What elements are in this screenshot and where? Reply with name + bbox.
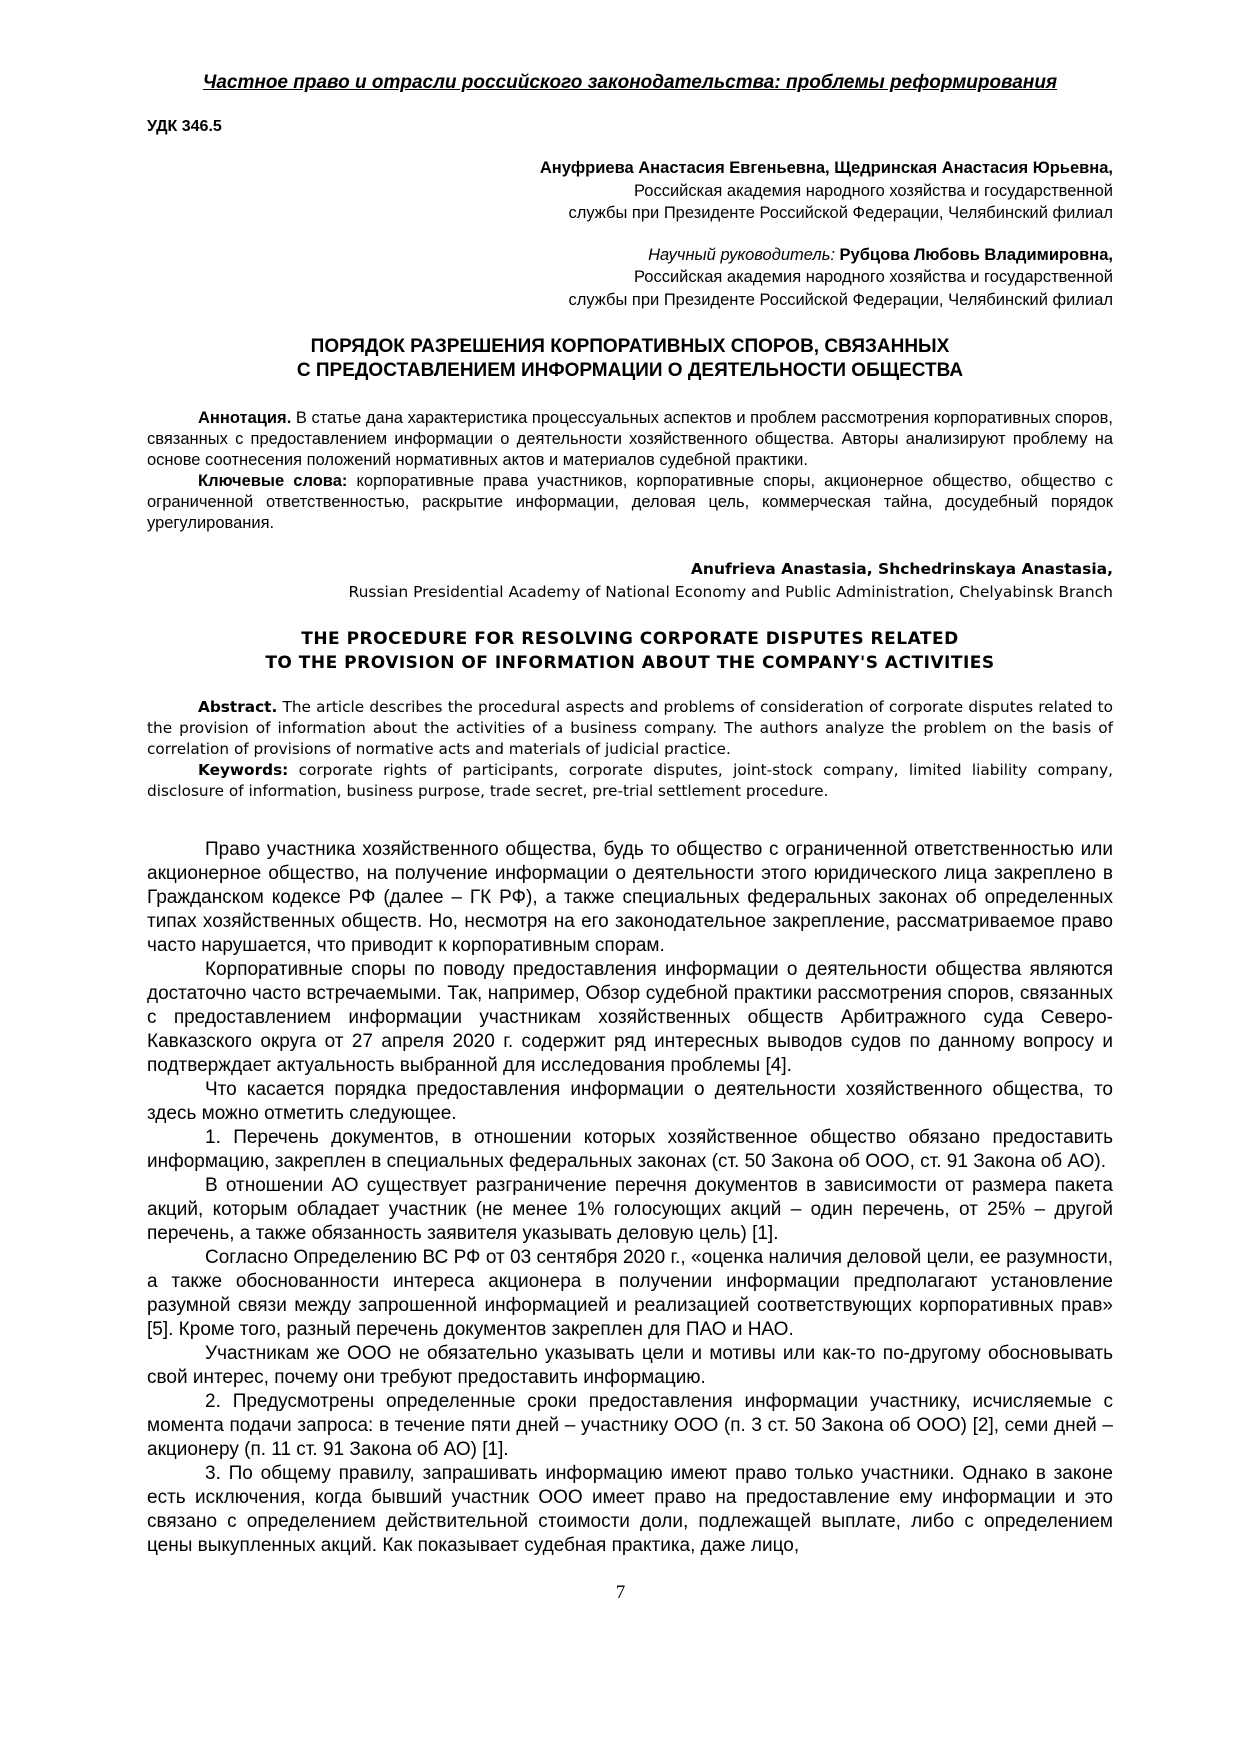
title-en-line-2: TO THE PROVISION OF INFORMATION ABOUT THE COMPANY'S ACTIVITIES [265,653,995,673]
affiliation-line-2: службы при Президенте Российской Федерации, Челябинский филиал [568,204,1113,222]
body-paragraph: Право участника хозяйственного общества, будь то общество с ограниченной ответственностью или акционерное общество, на получение информации о деятельности этого юридического лица закреплено в Гражданском кодексе РФ (далее – ГК РФ), а также специальных федеральных законах об определенных типах хозяйственных обществ. Но, несмотря на его законодательное закрепление, рассматриваемое право часто нарушается, что приводит к корпоративным спорам. [147,839,1113,956]
running-header: Частное право и отрасли российского законодательства: проблемы реформирования [202,72,1058,93]
supervisor [147,244,1113,312]
body-paragraph: 1. Перечень документов, в отношении которых хозяйственное общество обязано предоставить информацию, закреплен в специальных федеральных законах (ст. 50 Закона об ООО, ст. 91 Закона об АО). [147,1127,1113,1172]
body-paragraph: Корпоративные споры по поводу предоставления информации о деятельности общества являются достаточно часто встречаемыми. Так, например, Обзор судебной практики рассмотрения споров, связанных с предоставлением информации участникам хозяйственных обществ Арбитражного суда Северо-Кавказского округа от 27 апреля 2020 г. содержит ряд интересных выводов судов по данному вопросу и подтверждает актуальность выбранной для исследования проблемы [4]. [147,959,1113,1076]
abstract-text: The article describes the procedural aspects and problems of consideration of corporate disputes related to the provision of information about the activities of a business company. The authors analyze the problem on the basis of correlation of provisions of normative acts and materials of judicial practice. [147,698,1113,758]
body-paragraph: В отношении АО существует разграничение перечня документов в зависимости от размера пакета акций, которым обладает участник (не менее 1% голосующих акций – один перечень, от 25% – другой перечень, а также обязанность заявителя указывать деловую цель) [1]. [147,1175,1113,1244]
title-ru-line-2: С ПРЕДОСТАВЛЕНИЕМ ИНФОРМАЦИИ О ДЕЯТЕЛЬНОСТИ ОБЩЕСТВА [296,360,964,381]
annotation-ru [147,408,1113,471]
affiliation-en: Russian Presidential Academy of National Economy and Public Administration, Chelyabinsk Branch [348,583,1113,601]
title-ru-line-1: ПОРЯДОК РАЗРЕШЕНИЯ КОРПОРАТИВНЫХ СПОРОВ, СВЯЗАННЫХ [310,336,950,357]
body-paragraph: 3. По общему правилу, запрашивать информацию имеют право только участники. Однако в законе есть исключения, когда бывший участник ООО имеет право на предоставление ему информации и это связано с определением действительной стоимости доли, подлежащей выплате, либо с определением цены выкупленных акций. Как показывает судебная практика, даже лицо, [147,1463,1113,1556]
keywords-ru-label: Ключевые слова: [198,472,348,490]
keywords-ru-text: корпоративные права участников, корпоративные споры, акционерное общество, общество с ограниченной ответственностью, раскрытие информации, деловая цель, коммерческая тайна, досудебный порядок урегулирования. [147,472,1113,532]
title-en-line-1: THE PROCEDURE FOR RESOLVING CORPORATE DISPUTES RELATED [301,629,959,649]
body-paragraph: 2. Предусмотрены определенные сроки предоставления информации участнику, исчисляемые с момента подачи запроса: в течение пяти дней – участнику ООО (п. 3 ст. 50 Закона об ООО) [2], семи дней – акционеру (п. 11 ст. 91 Закона об АО) [1]. [147,1391,1113,1460]
annotation-label: Аннотация. [198,409,292,427]
keywords-ru [147,471,1113,534]
body-paragraph: Согласно Определению ВС РФ от 03 сентября 2020 г., «оценка наличия деловой цели, ее разумности, а также обоснованности интереса акционера в получении информации предполагают установление разумной связи между запрошенной информацией и реализацией соответствующих корпоративных прав» [5]. Кроме того, разный перечень документов закреплен для ПАО и НАО. [147,1247,1113,1340]
page-number: 7 [615,1582,626,1603]
author-names-en: Anufrieva Anastasia, Shchedrinskaya Anastasia, [690,560,1113,578]
supervisor-affiliation-line-1: Российская академия народного хозяйства и государственной [633,268,1113,286]
abstract-label: Abstract. [198,698,278,716]
title-ru [147,335,1113,383]
udk-code: УДК 346.5 [147,118,222,135]
annotation-text: В статье дана характеристика процессуальных аспектов и проблем рассмотрения корпоративных споров, связанных с предоставлением информации о деятельности хозяйственного общества. Авторы анализируют проблему на основе соотнесения положений нормативных актов и материалов судебной практики. [147,409,1113,469]
supervisor-label: Научный руководитель: [648,245,835,264]
body-paragraph: Что касается порядка предоставления информации о деятельности хозяйственного общества, то здесь можно отметить следующее. [147,1079,1113,1124]
keywords-en [147,760,1113,802]
authors-ru [147,157,1113,225]
body-paragraph: Участникам же ООО не обязательно указывать цели и мотивы или как-то по-другому обосновывать свой интерес, почему они требуют предоставить информацию. [147,1343,1113,1388]
page-content [147,70,1113,1558]
supervisor-name: Рубцова Любовь Владимировна, [839,245,1113,264]
author-names-ru: Ануфриева Анастасия Евгеньевна, Щедринская Анастасия Юрьевна, [539,159,1113,177]
keywords-en-label: Keywords: [198,761,289,779]
body-text [147,838,1113,1558]
supervisor-affiliation-line-2: службы при Президенте Российской Федерации, Челябинский филиал [568,290,1113,309]
keywords-en-text: corporate rights of participants, corporate disputes, joint-stock company, limited liability company, disclosure of information, business purpose, trade secret, pre-trial settlement procedure. [147,761,1113,800]
title-en [147,627,1113,675]
abstract-en [147,697,1113,760]
authors-en [147,558,1113,604]
affiliation-line-1: Российская академия народного хозяйства и государственной [633,181,1113,200]
